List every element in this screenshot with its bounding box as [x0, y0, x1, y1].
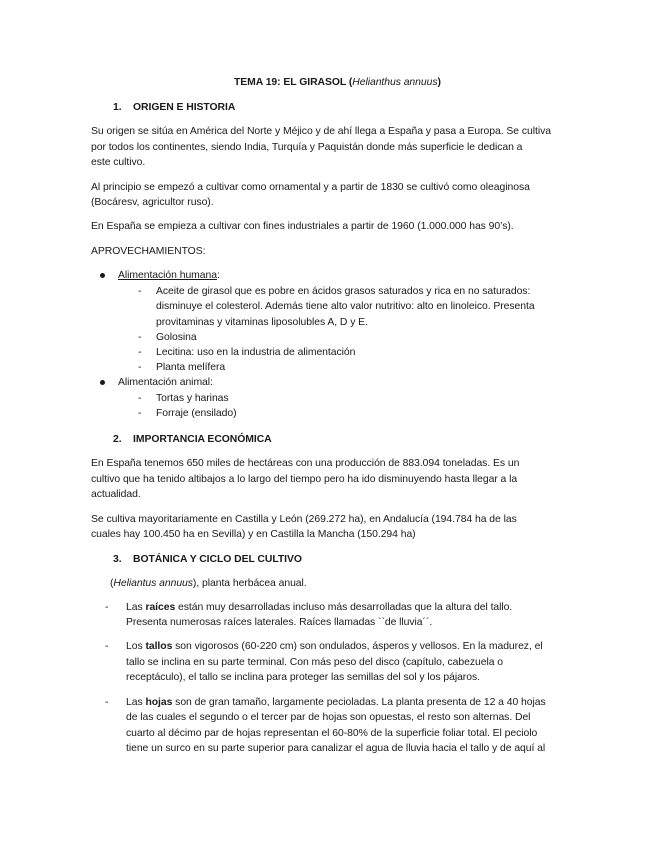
section1-number: 1. [113, 102, 122, 113]
dash: - [105, 641, 109, 652]
hojas-line4: tiene un surco en su parte superior para canalizar el agua de lluvia hacia el tallo y de aquí al [126, 743, 546, 754]
dash: - [138, 286, 142, 297]
raices-line1 [126, 601, 512, 614]
section1-p1-line1: Su origen se sitúa en América del Norte y Méjico y de ahí llega a España y pasa a Europa. Se cultiva [91, 126, 551, 137]
hojas-line3: cuarto al décimo par de hojas representan el 60-80% de la superficie foliar total. El peciolo [126, 728, 538, 739]
intro-species: Heliantus annuus [113, 578, 193, 589]
raices-line2: Presenta numerosas raíces laterales. Raíces llamadas ``de lluvia´´. [126, 617, 433, 628]
raices-bold: raíces [145, 602, 176, 613]
section1-p2-line1: Al principio se empezó a cultivar como ornamental y a partir de 1830 se cultivó como oleaginosa [91, 182, 530, 193]
hojas-line1 [126, 696, 546, 709]
tallos-line3: receptáculo), el tallo se inclina para proteger las semillas del sol y los pájaros. [126, 672, 480, 683]
dash: - [138, 362, 142, 373]
section2-p1-line1: En España tenemos 650 miles de hectáreas con una producción de 883.094 toneladas. Es un [91, 458, 520, 469]
human-label [118, 269, 220, 282]
section2-p1-line3: actualidad. [91, 489, 141, 500]
tallos-bold: tallos [145, 641, 173, 652]
animal-item2: Forraje (ensilado) [156, 408, 237, 419]
document-title [234, 76, 441, 89]
intro-rest: ), planta herbácea anual. [192, 578, 307, 589]
section3-heading: BOTÁNICA Y CICLO DEL CULTIVO [133, 554, 302, 565]
human-item4: Planta melífera [156, 362, 226, 373]
hojas-line2: de las cuales el segundo o el tercer par de hojas son opuestas, el resto son alternas. Del [126, 712, 531, 723]
human-item3: Lecitina: uso en la industria de alimentación [156, 347, 356, 358]
bullet-human [100, 273, 105, 278]
animal-label: Alimentación animal: [118, 377, 213, 388]
hojas-post: son de gran tamaño, largamente pecioladas. La planta presenta de 12 a 40 hojas [172, 697, 546, 708]
dash: - [105, 697, 109, 708]
tallos-line1 [126, 640, 543, 653]
human-label-text: Alimentación humana [118, 270, 217, 281]
dash: - [138, 347, 142, 358]
title-prefix: TEMA 19: EL GIRASOL ( [234, 77, 353, 88]
section1-heading: ORIGEN E HISTORIA [133, 102, 236, 113]
section1-p2-line2: (Bocáresv, agricultor ruso). [91, 197, 214, 208]
intro-open: ( [110, 578, 114, 589]
title-suffix: ) [437, 77, 441, 88]
section1-p1-line3: este cultivo. [91, 157, 146, 168]
animal-item1: Tortas y harinas [156, 393, 229, 404]
section2-p1-line2: cultivo que ha tenido altibajos a lo largo del tiempo pero ha ido disminuyendo hasta llegar a la [91, 474, 518, 485]
human-item2: Golosina [156, 332, 197, 343]
tallos-pre: Los [126, 641, 146, 652]
section2-number: 2. [113, 434, 122, 445]
human-item1-line3: provitaminas y vitaminas liposolubles A, D y E. [156, 317, 368, 328]
section2-p2-line2: cuales hay 100.450 ha en Sevilla) y en Castilla la Mancha (150.294 ha) [91, 529, 416, 540]
section3-number: 3. [113, 554, 122, 565]
dash: - [138, 408, 142, 419]
tallos-post: son vigorosos (60-220 cm) son ondulados, ásperos y vellosos. En la madurez, el [172, 641, 543, 652]
hojas-pre: Las [126, 697, 146, 708]
human-item1-line1: Aceite de girasol que es pobre en ácidos grasos saturados y rica en no saturados: [156, 286, 531, 297]
section1-p3: En España se empieza a cultivar con fines industriales a partir de 1960 (1.000.000 has 90’s). [91, 221, 514, 232]
section2-heading: IMPORTANCIA ECONÓMICA [133, 434, 272, 445]
section1-p1-line2: por todos los continentes, siendo India, Turquía y Paquistán donde más superficie le dedican a [91, 142, 523, 153]
human-item1-line2: disminuye el colesterol. Además tiene alto valor nutritivo: alto en linoleico. Presenta [156, 301, 535, 312]
raices-post: están muy desarrolladas incluso más desarrolladas que la altura del tallo. [175, 602, 513, 613]
tallos-line2: tallo se inclina en su parte terminal. Con más peso del disco (capítulo, cabezuela o [126, 657, 504, 668]
bullet-animal [100, 380, 105, 385]
section2-p2-line1: Se cultiva mayoritariamente en Castilla y León (269.272 ha), en Andalucía (194.784 ha de las [91, 514, 517, 525]
aprovechamientos-label: APROVECHAMIENTOS: [91, 246, 206, 257]
title-species: Helianthus annuus [352, 77, 438, 88]
section3-intro [110, 577, 307, 590]
human-label-colon: : [216, 270, 220, 281]
dash: - [138, 393, 142, 404]
hojas-bold: hojas [145, 697, 173, 708]
dash: - [105, 602, 109, 613]
raices-pre: Las [126, 602, 146, 613]
dash: - [138, 332, 142, 343]
